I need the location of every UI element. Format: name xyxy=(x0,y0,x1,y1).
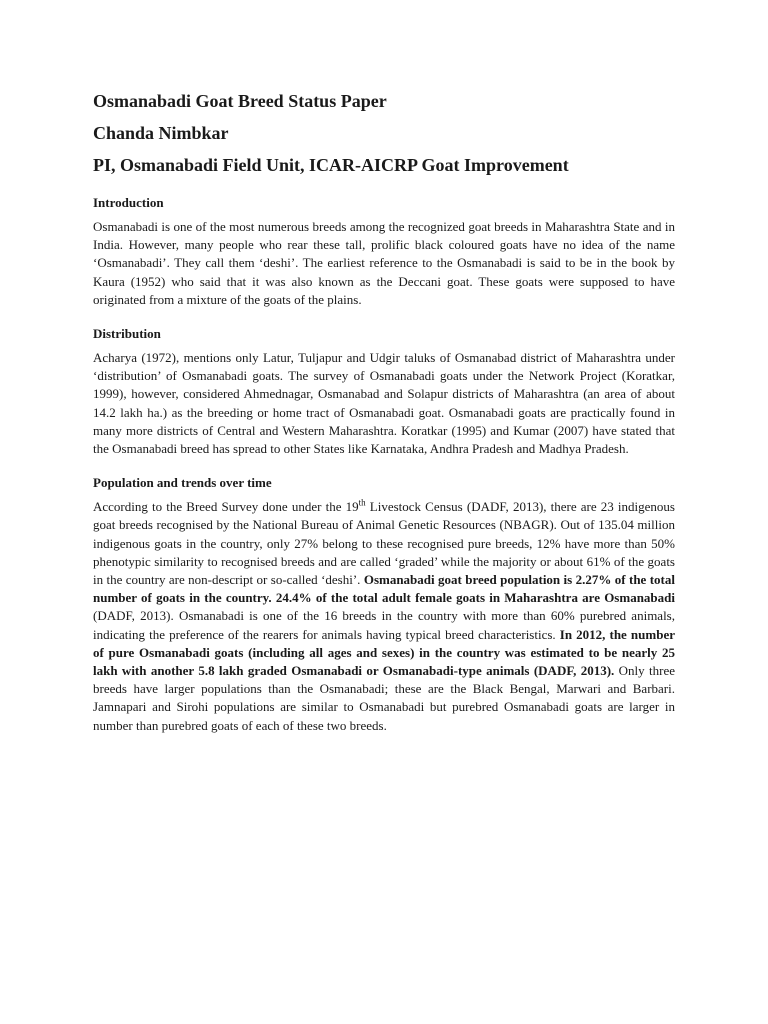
ordinal-superscript: th xyxy=(358,497,366,508)
paragraph-distribution: Acharya (1972), mentions only Latur, Tuljapur and Udgir taluks of Osmanabad district of Maharashtra under ‘distribution’ of Osmanabadi goats. The survey of Osmanabadi goats under the Network Project (Koratkar, 1999), however, considered Ahmednagar, Osmanabad and Solapur districts of Maharashtra (an area of about 14.2 lakh ha.) as the breeding or home tract of Osmanabadi goat. Osmanabadi goats are practically found in many more districts of Central and Western Maharashtra. Koratkar (1995) and Kumar (2007) have stated that the Osmanabadi breed has spread to other States like Karnataka, Andhra Pradesh and Madhya Pradesh. xyxy=(93,350,675,457)
section-heading-distribution: Distribution xyxy=(93,326,161,342)
document-body xyxy=(93,88,675,745)
population-bold-2: In 2012, the number of pure Osmanabadi goats (including all ages and sexes) in the country was estimated to be nearly 25 lakh with another 5.8 lakh graded Osmanabadi or Osmanabadi-type animals (DADF, 2013). xyxy=(93,626,675,679)
population-text-2: Livestock Census (DADF, 2013), there are 23 indigenous goat breeds recognised by the National Bureau of Animal Genetic Resources (NBAGR). Out of 135.04 million indigenous goats in the country, only 27% belong to these recognised pure breeds, 12% have more than 50% phenotypic similarity to recognised breeds and are called ‘graded’ while the majority or about 61% of the goats in the country are non-descript or so-called ‘deshi’. xyxy=(93,499,675,588)
document-affiliation: PI, Osmanabadi Field Unit, ICAR-AICRP Goat Improvement xyxy=(93,155,569,175)
section-heading-population: Population and trends over time xyxy=(93,475,272,491)
population-text-1: According to the Breed Survey done under the 19 xyxy=(93,499,359,515)
population-text-4: Only three breeds have larger populations than the Osmanabadi; these are the Black Bengal, Marwari and Barbari. Jamnapari and Sirohi populations are similar to Osmanabadi but purebred Osmanabadi goats are larger in number than purebred goats of each of these two breeds. xyxy=(93,663,675,733)
paragraph-population xyxy=(93,498,675,735)
population-bold-1: Osmanabadi goat breed population is 2.27% of the total number of goats in the country. 24.4% of the total adult female goats in Maharashtra are Osmanabadi xyxy=(93,572,675,606)
document-title: Osmanabadi Goat Breed Status Paper xyxy=(93,91,387,111)
paragraph-introduction: Osmanabadi is one of the most numerous breeds among the recognized goat breeds in Maharashtra State and in India. However, many people who rear these tall, prolific black coloured goats have no idea of the name ‘Osmanabadi’. They call them ‘deshi’. The earliest reference to the Osmanabadi is said to be in the book by Kaura (1952) who said that it was also known as the Deccani goat. These goats were supposed to have originated from a mixture of the goats of the plains. xyxy=(93,219,675,307)
section-heading-introduction: Introduction xyxy=(93,195,164,210)
population-text-3: (DADF, 2013). Osmanabadi is one of the 16 breeds in the country with more than 60% purebred animals, indicating the preference of the rearers for animals having typical breed characteristics. xyxy=(93,608,675,642)
document-author: Chanda Nimbkar xyxy=(93,123,229,143)
